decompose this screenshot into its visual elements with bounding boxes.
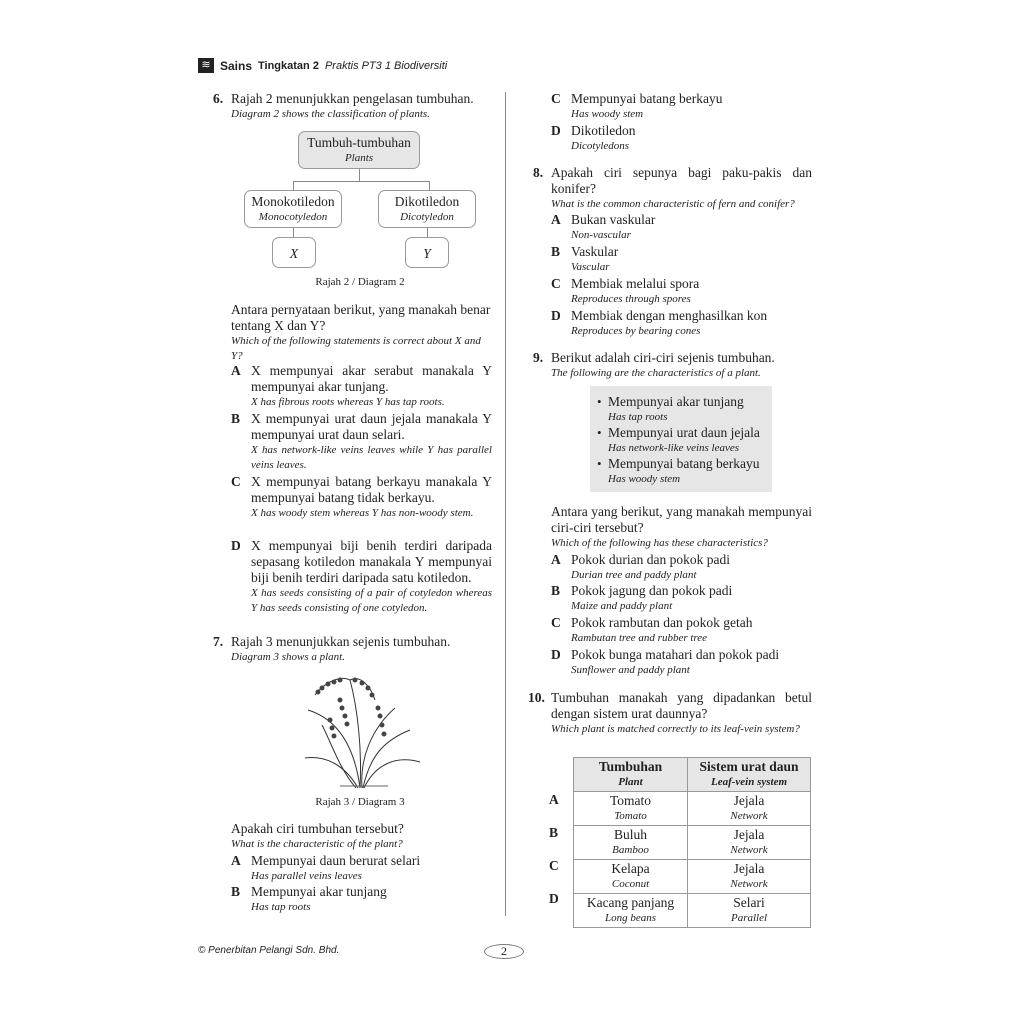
table-header: [574, 758, 811, 792]
trait-ms: • Mempunyai akar tunjang: [608, 394, 744, 409]
stem-ms: Rajah 2 menunjukkan pengelasan tumbuhan.: [231, 91, 474, 106]
plant-en: Bamboo: [612, 844, 649, 856]
option-letter: A: [551, 552, 561, 567]
q7-option-a[interactable]: [231, 853, 492, 884]
q9-option-b[interactable]: [551, 583, 812, 614]
question-number: 8.: [533, 165, 544, 180]
question-number: 10.: [528, 690, 545, 705]
chapter: Praktis PT3 1 Biodiversiti: [324, 59, 448, 72]
option-letter: B: [231, 411, 241, 426]
q9-prompt: [551, 504, 812, 551]
q6-option-b[interactable]: [231, 411, 492, 473]
option-en: Vascular: [571, 261, 610, 273]
option-ms: X mempunyai batang berkayu manakala Y mempunyai batang tidak berkayu.: [251, 474, 492, 505]
option-ms: Mempunyai akar tunjang: [251, 884, 387, 899]
option-letter: D: [551, 647, 561, 662]
diagram-caption: Rajah 2 / Diagram 2: [315, 276, 405, 288]
book-logo-icon: ≋: [198, 58, 214, 73]
q6-option-a[interactable]: [231, 363, 492, 410]
page-number: 2: [484, 944, 524, 959]
h1-ms: Tumbuhan: [598, 759, 663, 774]
option-letter: D: [551, 123, 561, 138]
question-number: 7.: [213, 634, 224, 649]
root-en: Plants: [344, 152, 374, 164]
option-en: Dicotyledons: [571, 140, 630, 152]
row-letter-d[interactable]: D: [549, 891, 559, 906]
option-ms: Pokok rambutan dan pokok getah: [571, 615, 753, 630]
prompt-en: What is the characteristic of the plant?: [231, 838, 403, 850]
stem-en: Diagram 3 shows a plant.: [231, 651, 345, 663]
option-letter: C: [551, 276, 561, 291]
question-9: [533, 350, 812, 381]
option-ms: Mempunyai daun berurat selari: [251, 853, 421, 868]
column-divider: [505, 92, 506, 916]
q8-option-d[interactable]: [551, 308, 812, 339]
plant-ms: Buluh: [613, 827, 647, 842]
header-vein: [688, 758, 811, 792]
option-en: Has woody stem: [571, 108, 644, 120]
q7-option-b[interactable]: [231, 884, 492, 915]
q8-option-c[interactable]: [551, 276, 812, 307]
stem-en: Diagram 2 shows the classification of plants.: [231, 108, 430, 120]
row-letter-c[interactable]: C: [549, 858, 559, 873]
option-ms: X mempunyai urat daun jejala manakala Y mempunyai urat daun selari.: [251, 411, 492, 442]
option-en: X has seeds consisting of a pair of cotyledon whereas Y has seeds consisting of one cotyledon.: [251, 587, 492, 614]
trait-item: [608, 456, 772, 487]
subject: Sains: [220, 58, 253, 73]
h2-en: Leaf-vein system: [710, 776, 788, 788]
vein-en: Network: [730, 878, 768, 890]
option-letter: A: [231, 363, 241, 378]
option-ms: Membiak melalui spora: [571, 276, 700, 291]
stem-ms: Apakah ciri sepunya bagi paku-pakis dan konifer?: [551, 165, 812, 196]
prompt-en: Which of the following statements is correct about X and Y?: [231, 335, 481, 362]
diagram-monocot: [244, 190, 342, 228]
h2-ms: Sistem urat daun: [699, 759, 799, 774]
plant-ms: Kacang panjang: [586, 895, 675, 910]
trait-item: [608, 394, 772, 425]
root-ms: Tumbuh-tumbuhan: [307, 135, 411, 150]
option-letter: C: [231, 474, 241, 489]
form: Tingkatan 2: [258, 59, 319, 72]
vein-en: Network: [730, 844, 768, 856]
header-plant: [574, 758, 688, 792]
trait-item: [608, 425, 772, 456]
question-6: [213, 91, 493, 122]
option-letter: D: [231, 538, 241, 553]
vein-ms: Selari: [733, 895, 765, 910]
vein-ms: Jejala: [733, 827, 765, 842]
question-number: 9.: [533, 350, 544, 365]
plant-ms: Kelapa: [611, 861, 650, 876]
characteristics-box: [590, 386, 772, 492]
option-en: Has parallel veins leaves: [251, 870, 362, 882]
page-header: [198, 58, 447, 73]
option-ms: Bukan vaskular: [571, 212, 656, 227]
option-letter: B: [551, 244, 561, 259]
row-letter-a[interactable]: A: [549, 792, 559, 807]
option-ms: Vaskular: [571, 244, 619, 259]
diagram-caption: Rajah 3 / Diagram 3: [315, 796, 405, 808]
trait-en: Has woody stem: [608, 473, 681, 485]
question-7: [213, 634, 493, 665]
stem-en: Which plant is matched correctly to its leaf-vein system?: [551, 723, 800, 735]
option-en: Has tap roots: [251, 901, 311, 913]
vein-ms: Jejala: [733, 861, 765, 876]
option-en: Sunflower and paddy plant: [571, 664, 690, 676]
q9-option-a[interactable]: [551, 552, 812, 583]
option-en: Reproduces by bearing cones: [571, 325, 701, 337]
stem-ms: Berikut adalah ciri-ciri sejenis tumbuhan.: [551, 350, 775, 365]
stem-ms: Tumbuhan manakah yang dipadankan betul dengan sistem urat daunnya?: [551, 690, 812, 721]
diagram-y: Y: [405, 237, 449, 268]
copyright: © Penerbitan Pelangi Sdn. Bhd.: [198, 945, 340, 956]
stem-en: The following are the characteristics of a plant.: [551, 367, 761, 379]
plant-en: Tomato: [614, 810, 647, 822]
plant-ms: Tomato: [609, 793, 652, 808]
vein-en: Parallel: [730, 912, 768, 924]
mono-en: Monocotyledon: [258, 211, 328, 223]
option-letter: C: [551, 615, 561, 630]
option-en: Reproduces through spores: [571, 293, 691, 305]
stem-en: What is the common characteristic of fern and conifer?: [551, 198, 795, 210]
trait-en: Has network-like veins leaves: [608, 442, 740, 454]
table-row[interactable]: [574, 792, 811, 826]
option-letter: C: [551, 91, 561, 106]
trait-ms: • Mempunyai urat daun jejala: [608, 425, 760, 440]
q9-option-d[interactable]: [551, 647, 812, 678]
prompt-ms: Antara pernyataan berikut, yang manakah benar tentang X dan Y?: [231, 302, 491, 333]
option-ms: Membiak dengan menghasilkan kon: [571, 308, 768, 323]
row-letter-b[interactable]: B: [549, 825, 559, 840]
option-ms: X mempunyai akar serabut manakala Y mempunyai akar tunjang.: [251, 363, 492, 394]
table-row[interactable]: [574, 860, 811, 894]
option-letter: A: [551, 212, 561, 227]
mono-ms: Monokotiledon: [251, 194, 335, 209]
plant-vein-table: [573, 757, 811, 928]
option-ms: Pokok durian dan pokok padi: [571, 552, 730, 567]
di-ms: Dikotiledon: [394, 194, 460, 209]
trait-ms: • Mempunyai batang berkayu: [608, 456, 760, 471]
q6-prompt: [231, 302, 493, 364]
question-10: [528, 690, 812, 737]
prompt-en: Which of the following has these characteristics?: [551, 537, 768, 549]
option-en: X has woody stem whereas Y has non-woody stem.: [251, 507, 474, 519]
option-en: Non-vascular: [571, 229, 631, 241]
q8-option-a[interactable]: [551, 212, 812, 243]
table-row[interactable]: [574, 826, 811, 860]
diagram-root: [298, 131, 420, 169]
option-en: X has fibrous roots whereas Y has tap roots.: [251, 396, 445, 408]
option-en: Rambutan tree and rubber tree: [571, 632, 708, 644]
q8-option-b[interactable]: [551, 244, 812, 275]
option-ms: Dikotiledon: [571, 123, 636, 138]
q9-option-c[interactable]: [551, 615, 812, 646]
prompt-ms: Antara yang berikut, yang manakah mempunyai ciri-ciri tersebut?: [551, 504, 812, 535]
q7-option-d[interactable]: [551, 123, 812, 154]
paddy-plant-illustration: [300, 670, 425, 792]
q6-option-d[interactable]: [231, 538, 492, 616]
q7-option-c[interactable]: [551, 91, 812, 122]
table-row[interactable]: [574, 894, 811, 928]
plant-en: Long beans: [604, 912, 657, 924]
option-ms: X mempunyai biji benih terdiri daripada sepasang kotiledon manakala Y mempunyai biji benih terdiri daripada satu kotiledon.: [251, 538, 492, 585]
vein-ms: Jejala: [733, 793, 765, 808]
stem-ms: Rajah 3 menunjukkan sejenis tumbuhan.: [231, 634, 451, 649]
prompt-ms: Apakah ciri tumbuhan tersebut?: [231, 821, 404, 836]
option-letter: B: [551, 583, 561, 598]
di-en: Dicotyledon: [400, 211, 454, 223]
q7-prompt: [231, 821, 493, 852]
option-en: Maize and paddy plant: [571, 600, 673, 612]
option-letter: B: [231, 884, 241, 899]
option-letter: A: [231, 853, 241, 868]
vein-en: Network: [730, 810, 768, 822]
option-letter: D: [551, 308, 561, 323]
h1-en: Plant: [618, 776, 643, 788]
option-en: Durian tree and paddy plant: [571, 569, 697, 581]
plant-en: Coconut: [611, 878, 650, 890]
question-8: [533, 165, 812, 212]
option-ms: Pokok bunga matahari dan pokok padi: [571, 647, 780, 662]
diagram-x: X: [272, 237, 316, 268]
diagram-dicot: [378, 190, 476, 228]
question-number: 6.: [213, 91, 224, 106]
option-ms: Pokok jagung dan pokok padi: [571, 583, 733, 598]
option-ms: Mempunyai batang berkayu: [571, 91, 723, 106]
q6-option-c[interactable]: [231, 474, 492, 521]
option-en: X has network-like veins leaves while Y has parallel veins leaves.: [251, 444, 492, 471]
trait-en: Has tap roots: [608, 411, 668, 423]
connector: [293, 181, 430, 182]
